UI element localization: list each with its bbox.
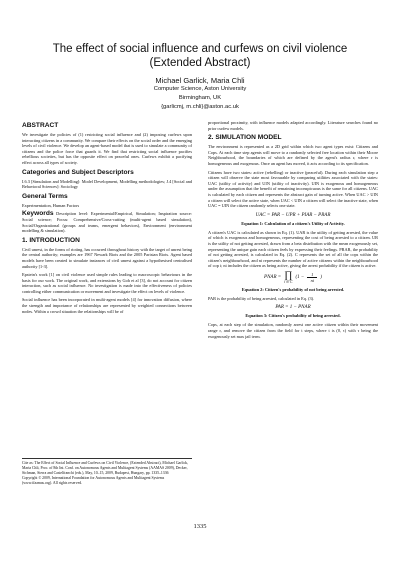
equation-2-caption: Equation 2: Citizen's probability of not being arrested. xyxy=(241,286,345,292)
right-column xyxy=(208,120,378,342)
keywords-text: Description level: Experimental/Empirical, Simulation; Inspiration source: Social science; Focus: Comprehensive/Cross-cutting (multi-agent based simulation), Social/Organizational (groups and teams, emergent behaviors), Environment (environment modelling & simulation). xyxy=(22,211,192,234)
equation-2-lhs: PNAR = xyxy=(264,275,282,281)
simulation-heading: 2. SIMULATION MODEL xyxy=(208,134,282,142)
categories-text: I.6.3 [Simulation and Modelling]: Model Development, Modelling methodologies; J.4 [Social and Behavioral Sciences]: Sociology xyxy=(22,178,192,190)
title-line-1: The effect of social influence and curfews on civil violence xyxy=(52,43,348,55)
fraction-numerator: 1 xyxy=(311,272,314,278)
intro-continuation: proportional proximity, with influence models adapted accordingly. Literature searches found no prior curfew models. xyxy=(208,120,378,131)
left-column xyxy=(22,122,192,317)
simulation-paragraph-1: The environment is represented as a 2D grid within which two agent types exist: Citizens and Cops. At each time step agents will move to a randomly selected free location within their Moore Neighbourhood, the boundaries of which are defined by the agent's radius r, where r is homogeneous and exogenous. Once an agent has moved, it acts according to its specification. xyxy=(208,144,378,166)
affiliation-city: Birmingham, UK xyxy=(178,95,222,101)
footnote-copyright: Copyright © 2009, International Foundation for Autonomous Agents and Multiagent Systems (www.ifaamas.org). All rights reserved. xyxy=(22,476,165,485)
footnote xyxy=(22,458,192,486)
product-operator xyxy=(284,269,293,284)
simulation-paragraph-5: Cops, at each step of the simulation, randomly arrest one active citizen within their movement range r, and remove the citizen from the field for t steps, where t is (0, τ) with τ being the exogenously set max jail term. xyxy=(208,322,378,339)
categories-heading: Categories and Subject Descriptors xyxy=(22,168,134,176)
author-names: Michael Garlick, Maria Chli xyxy=(155,76,245,85)
equation-3-caption: Equation 3: Citizen's probability of being arrested. xyxy=(245,313,341,319)
simulation-paragraph-4: PAR is the probability of being arrested, calculated in Eq. (3). xyxy=(208,295,315,301)
footnote-citation: Cite as: The Effect of Social Influence and Curfews on Civil Violence, (Extended Abstract), Michael Garlick, Maria Chli, Proc. of 8th Int. Conf. on Autonomous Agents and Multiagent Systems (AAMAS 2009), Decker, Sichman, Sierra and Castelfranchi (eds.), May, 10–15, 2009, Budapest, Hungary, pp. 1335–1336 xyxy=(22,461,189,475)
equation-2-fraction xyxy=(307,272,317,283)
intro-paragraph-3: Social influence has been incorporated in multi-agent models [4] for innovation diffusion, where the strength and importance of relationships are represented by weighted connections between nodes. Within a crowd situation the relationships will be of xyxy=(22,297,192,314)
product-symbol: ∏ xyxy=(284,269,293,281)
equation-3: PAR = 1 − PNAR xyxy=(275,305,311,311)
author-emails: {garlicmj, m.chli}@aston.ac.uk xyxy=(161,104,239,110)
abstract-text: We investigate the policies of (1) restricting social influence and (2) imposing curfews upon interacting citizens in a community. We compare their effects on the social order and the emerging levels of civil violence. We develop an agent-based model that is used to simulate a community of citizens and the police force that guards it. We find that restricting social influence pacifies rebellious societies, but has the opposite effect on peaceful ones. Curfews exhibit a pacifying effect across all types of society. xyxy=(22,132,192,165)
intro-paragraph-2: Epstein's work [1] on civil violence used simple rules leading to macroscopic behaviours in the basis for our work. The original work, and extensions by Goh et al [3], do not account for citizen interaction, such as social influence. No investigation is made into the effectiveness of policies controlling either communication or movement and investigate the effect on levels of violence. xyxy=(22,272,192,294)
paper-title xyxy=(20,42,380,70)
equation-1-caption: Equation 1: Calculation of a citizen's Utility of Activity. xyxy=(241,220,345,226)
equation-2-close: ) xyxy=(320,275,322,281)
equation-1: UAC = PAR − UPR + PIAR − PRAR xyxy=(255,212,331,218)
terms-heading: General Terms xyxy=(22,192,68,200)
equation-2-factor: (1 − xyxy=(295,275,305,281)
intro-paragraph-1: Civil unrest, in the forms of rioting, has occurred throughout history with the target of unrest being the central authority; examples are 1967 Newark Riots and the 2005 Parisian Riots. Agent based models have been created to simulate instances of civil unrest against a hypothesised centralised authority [1-3]. xyxy=(22,246,192,269)
title-line-2: (Extended Abstract) xyxy=(149,57,251,69)
keywords-paragraph xyxy=(22,211,192,233)
simulation-paragraph-2: Citizens have two states: active (rebelling) or inactive (peaceful). During each simulation step a citizen will observe the state most favourable by comparing utilities associated with the states: UAC (utility of activity) and UIN (utility of inactivity). UIN is exogenous and homogeneous under the assumption that the benefit of remaining inconspicuous is the same for all citizens. UAC is calculated by each citizen and represents the abstract gain of turning active. When UAC > UIN a citizen will select the active state, when UAC < UIN a citizen will select the inactive state, when UAC = UIN the citizen randomly selects one state. xyxy=(208,169,378,209)
page-number: 1335 xyxy=(193,523,207,530)
author-block xyxy=(40,76,360,112)
fraction-denominator: ni xyxy=(310,278,314,284)
terms-text: Experimentation, Human Factors xyxy=(22,202,80,208)
intro-heading: 1. INTRODUCTION xyxy=(22,236,80,244)
product-subscript: i ∈ C xyxy=(284,279,293,284)
affiliation-dept: Computer Science, Aston University xyxy=(153,86,247,92)
keywords-label: Keywords xyxy=(22,210,54,218)
simulation-paragraph-3: A citizen's UAC is calculated as shown in Eq. (1). UAR is the utility of getting arrested, the value of which is exogenous and homogeneous, representing the cost of being arrested to a citizen. UR is the utility of not getting arrested, drawn from a beta distribution with the mean exogenously set, representing the unique gain each citizen feels by expressing their feelings. PRAR, the probability of not getting arrested, is calculated in Eq. (2). C represents the set of all the cops within the citizen's neighbourhood, and ni represents the number of active citizens within the neighbourhood of cop i; ni includes the citizen as being active, giving the arrest probability if the citizen is active. xyxy=(208,229,378,269)
abstract-heading: ABSTRACT xyxy=(22,122,59,129)
equation-2 xyxy=(208,269,378,284)
